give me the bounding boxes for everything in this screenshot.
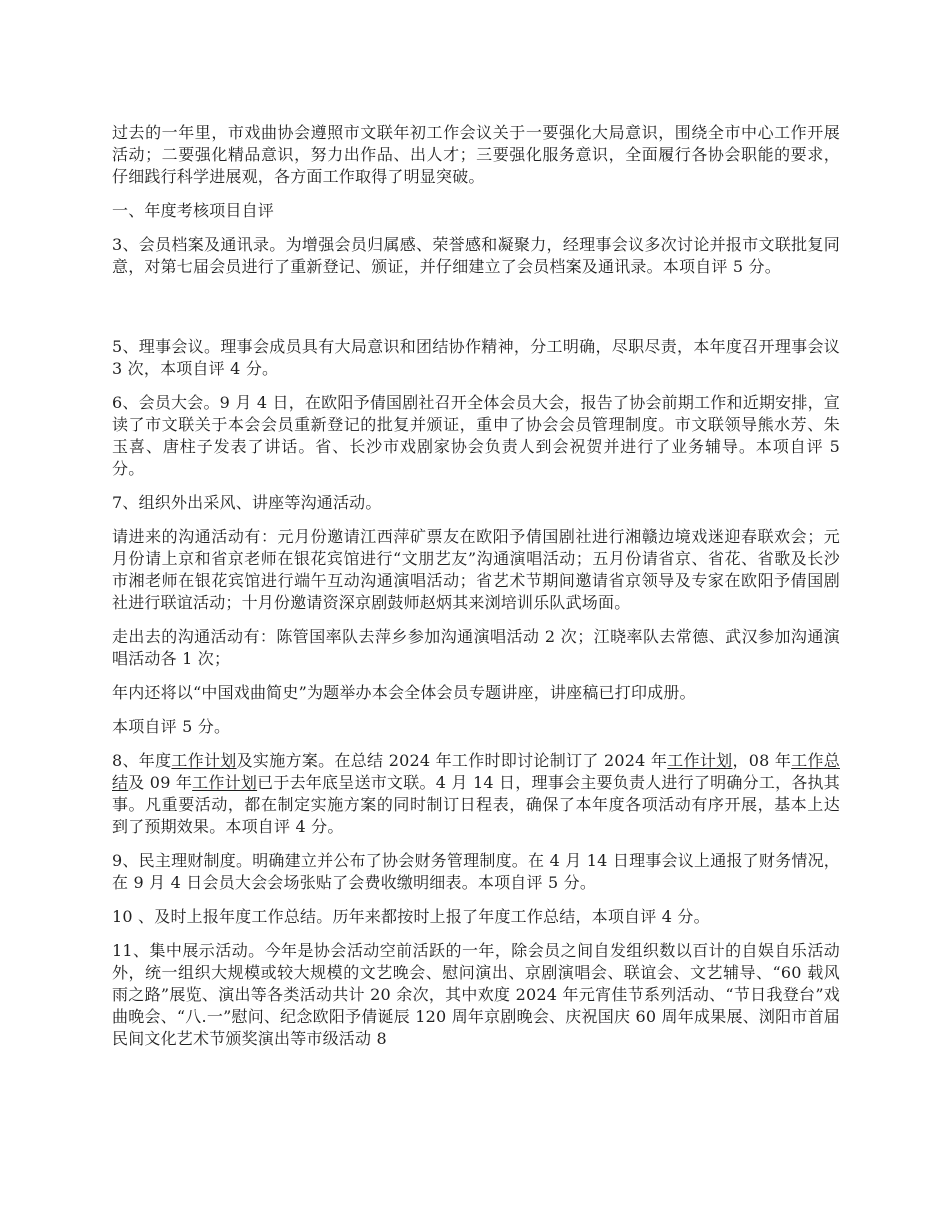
work-plan-link[interactable]: 工作计划 [667, 751, 733, 770]
item-5-paragraph: 5、理事会议。理事会成员具有大局意识和团结协作精神，分工明确，尽职尽责，本年度召开理事会议 3 次，本项自评 4 分。 [112, 337, 840, 378]
intro-paragraph: 过去的一年里，市戏曲协会遵照市文联年初工作会议关于一要强化大局意识，围绕全市中心工作开展活动；二要强化精品意识，努力出作品、出人才；三要强化服务意识，全面履行各协会职能的要求，仔细践行科学进展观，各方面工作取得了明显突破。 [112, 123, 840, 186]
item-7-outgoing-activities: 走出去的沟通活动有：陈管国率队去萍乡参加沟通演唱活动 2 次；江晓率队去常德、武汉参加沟通演唱活动各 1 次； [112, 627, 840, 668]
item-7-score: 本项自评 5 分。 [112, 717, 231, 736]
work-summary-link[interactable]: 工作总结 [112, 751, 840, 792]
blank-spacer [112, 290, 840, 336]
item-8-text: ，08 年 [732, 751, 792, 770]
item-8-text: 及实施方案。在总结 2024 年工作时即讨论制订了 2024 年 [236, 751, 668, 770]
item-8-paragraph [112, 750, 840, 838]
work-plan-link[interactable]: 工作计划 [171, 751, 237, 770]
item-6-paragraph: 6、会员大会。9 月 4 日，在欧阳予倩国剧社召开全体会员大会，报告了协会前期工作和近期安排，宣读了市文联关于本会会员重新登记的批复并颁证，重申了协会会员管理制度。市文联领导熊水芳、朱玉喜、唐柱子发表了讲话。省、长沙市戏剧家协会负责人到会祝贺并进行了业务辅导。本项自评 5 分。 [112, 393, 840, 478]
item-3-paragraph: 3、会员档案及通讯录。为增强会员归属感、荣誉感和凝聚力，经理事会议多次讨论并报市文联批复同意，对第七届会员进行了重新登记、颁证，并仔细建立了会员档案及通讯录。本项自评 5 分。 [112, 235, 840, 276]
item-8-text: 及 09 年 [128, 773, 193, 792]
item-8-text: 8、年度 [112, 751, 172, 770]
item-7-invited-activities: 请进来的沟通活动有：元月份邀请江西萍矿票友在欧阳予倩国剧社进行湘赣边境戏迷迎春联欢会；元月份请上京和省京老师在银花宾馆进行“文朋艺友”沟通演唱活动；五月份请省京、省花、省歌及长沙市湘老师在银花宾馆进行端午互动沟通演唱活动；省艺术节期间邀请省京领导及专家在欧阳予倩国剧社进行联谊活动；十月份邀请资深京剧鼓师赵炳其来浏培训乐队武场面。 [112, 527, 840, 612]
item-11-paragraph: 11、集中展示活动。今年是协会活动空前活跃的一年，除会员之间自发组织数以百计的自娱自乐活动外，统一组织大规模或较大规模的文艺晚会、慰问演出、京剧演唱会、联谊会、文艺辅导、“60 载风雨之路”展览、演出等各类活动共计 20 余次，其中欢度 2024 年元宵佳节系列活动、“节日我登台”戏曲晚会、“八.一”慰问、纪念欧阳予倩诞辰 120 周年京剧晚会、庆祝国庆 60 周年成果展、浏阳市首届民间文化艺术节颁奖演出等市级活动 8 [112, 941, 840, 1048]
item-8-text: 已于去年底呈送市文联。4 月 14 日，理事会主要负责人进行了明确分工，各执其事。凡重要活动，都在制定实施方案的同时制订日程表，确保了本年度各项活动有序开展，基本上达到了预期效果。本项自评 4 分。 [112, 773, 840, 836]
item-7-lecture: 年内还将以“中国戏曲简史”为题举办本会全体会员专题讲座，讲座稿已打印成册。 [112, 683, 696, 702]
document-page [112, 122, 840, 1062]
work-plan-link[interactable]: 工作计划 [192, 773, 258, 792]
item-7-heading: 7、组织外出采风、讲座等沟通活动。 [112, 493, 382, 512]
section-heading: 一、年度考核项目自评 [112, 201, 275, 220]
item-9-paragraph: 9、民主理财制度。明确建立并公布了协会财务管理制度。在 4 月 14 日理事会议上通报了财务情况，在 9 月 4 日会员大会会场张贴了会费收缴明细表。本项自评 5 分。 [112, 851, 840, 892]
item-10-paragraph: 10 、及时上报年度工作总结。历年来都按时上报了年度工作总结，本项自评 4 分。 [112, 907, 710, 926]
